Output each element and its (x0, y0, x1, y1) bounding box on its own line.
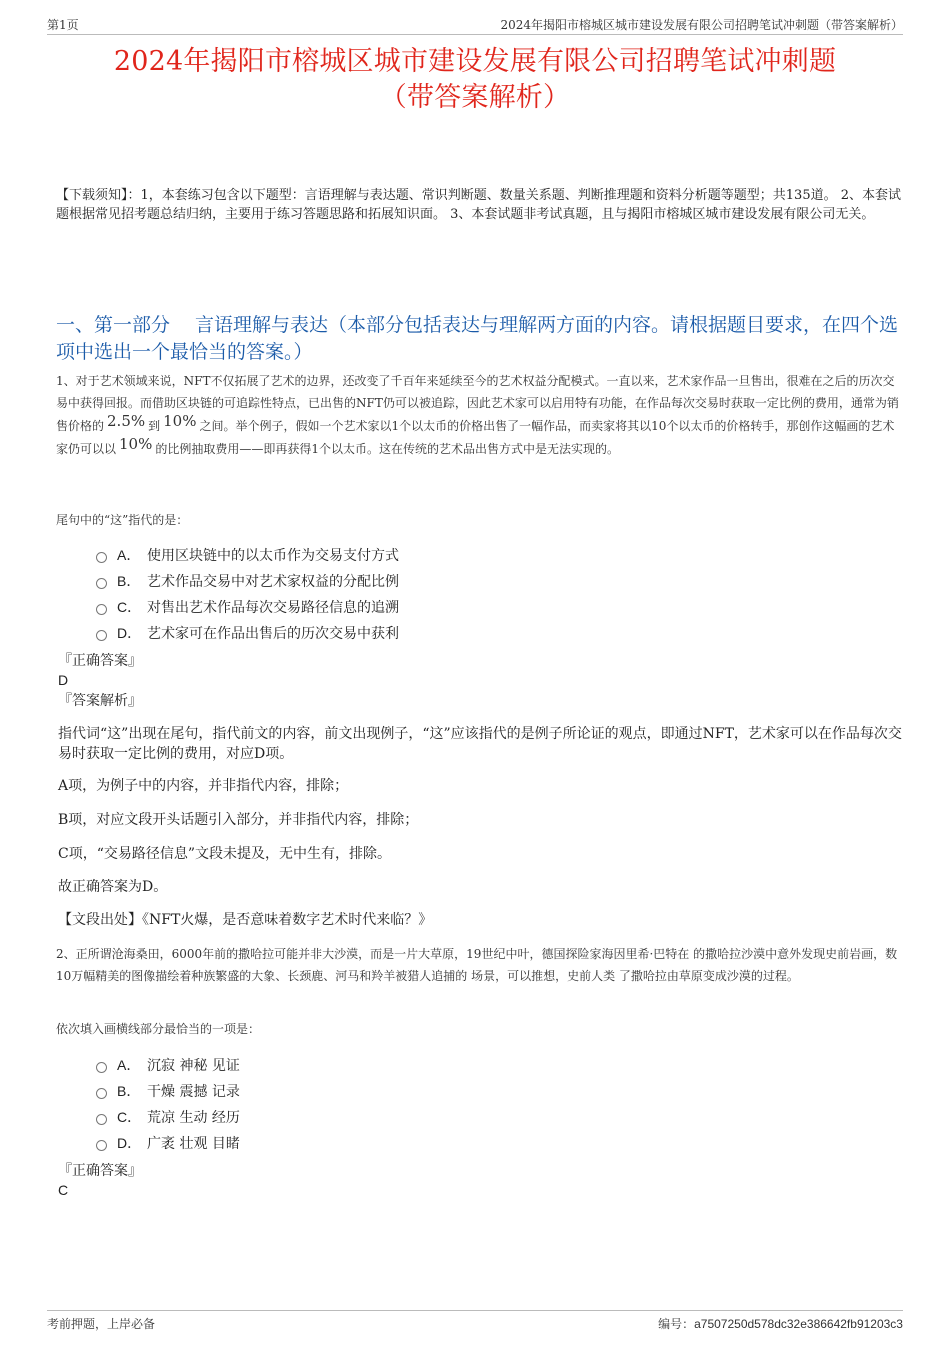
option-text: 使用区块链中的以太币作为交易支付方式 (147, 548, 399, 564)
question-2-options (96, 1052, 696, 1156)
option-text: 荒凉 生动 经历 (147, 1110, 240, 1126)
q1-analysis-para-3: B项，对应文段开头话题引入部分，并非指代内容，排除； (58, 812, 419, 828)
radio-icon[interactable] (96, 552, 107, 563)
question-2-text: 2、正所谓沧海桑田，6000年前的撒哈拉可能并非大沙漠，而是一片大草原，19世纪中叶，德国探险家海因里希·巴特在 的撒哈拉沙漠中意外发现史前岩画，数10万幅精美的图像描绘着种族繁盛的大象、长颈鹿、河马和羚羊被猎人追捕的 场景，可以推想，史前人类 了撒哈拉由草原变成沙漠的过程。 (56, 947, 898, 983)
title-line-1: 2024年揭阳市榕城区城市建设发展有限公司招聘笔试冲刺题 (113, 46, 837, 77)
header-doc-title: 2024年揭阳市榕城区城市建设发展有限公司招聘笔试冲刺题（带答案解析） (500, 18, 903, 32)
option-text: 艺术作品交易中对艺术家权益的分配比例 (147, 574, 399, 590)
footer-slogan: 考前押题，上岸必备 (47, 1317, 156, 1331)
q1-analysis-para-2: A项，为例子中的内容，并非指代内容，排除； (58, 778, 349, 794)
q1-option-c[interactable] (96, 594, 696, 620)
q2-option-a[interactable] (96, 1052, 696, 1078)
page-footer (47, 1310, 903, 1331)
q1-analysis-para-1: 指代词“这”出现在尾句，指代前文的内容，前文出现例子，“这”应该指代的是例子所论证的观点，即通过NFT，艺术家可以在作品每次交易时获取一定比例的费用，对应D项。 (58, 726, 902, 762)
radio-icon[interactable] (96, 1140, 107, 1151)
q1-text-part-a: 1、对于艺术领域来说，NFT不仅拓展了艺术的边界，还改变了千百年来延续至今的艺术权益分配模式。一直以来，艺术家作品一旦售出，很难在之后的历次交易中获得回报。而借助区块链的可追踪性特点，已出售的NFT仍可以被追踪，因此艺术家可以启用特有功能，在作品每次交易时获取一定比例的费用，通常为销售价格的 (56, 374, 899, 433)
option-letter: C． (117, 599, 142, 615)
radio-icon[interactable] (96, 1114, 107, 1125)
question-1-options (96, 542, 696, 646)
radio-icon[interactable] (96, 578, 107, 589)
q1-option-b[interactable] (96, 568, 696, 594)
q1-answer-label: 『正确答案』 (58, 653, 142, 669)
q2-option-d[interactable] (96, 1130, 696, 1156)
q1-pct-mid: 10% (119, 435, 153, 453)
option-letter: B． (117, 1083, 141, 1099)
page-title (47, 44, 903, 116)
q2-option-b[interactable] (96, 1078, 696, 1104)
q1-analysis-para-4: C项，“交易路径信息”文段未提及，无中生有，排除。 (58, 846, 392, 862)
footer-doc-id: 编号：a7507250d578dc32e386642fb91203c3 (658, 1317, 903, 1331)
option-letter: B． (117, 573, 141, 589)
q1-answer: D (58, 672, 69, 688)
page-number: 第1页 (47, 18, 79, 32)
option-text: 对售出艺术作品每次交易路径信息的追溯 (147, 600, 399, 616)
question-2-prompt: 依次填入画横线部分最恰当的一项是： (56, 1022, 261, 1036)
radio-icon[interactable] (96, 1062, 107, 1073)
option-text: 艺术家可在作品出售后的历次交易中获利 (147, 626, 399, 642)
q1-source: 【文段出处】《NFT火爆，是否意味着数字艺术时代来临？》 (58, 912, 433, 928)
q2-option-c[interactable] (96, 1104, 696, 1130)
option-letter: D． (117, 1135, 142, 1151)
q1-text-part-c: 的比例抽取费用——即再获得1个以太币。这在传统的艺术品出售方式中是无法实现的。 (155, 442, 619, 456)
q1-option-d[interactable] (96, 620, 696, 646)
radio-icon[interactable] (96, 630, 107, 641)
q1-text-part-b: 之间。举个例子，假如一个艺术家以1个以太币的价格出售了一幅作品，而卖家将其以10个以太币的价格转手，那创作这幅画的艺术家仍可以以 (56, 419, 895, 456)
option-letter: A． (117, 547, 141, 563)
radio-icon[interactable] (96, 604, 107, 615)
option-text: 沉寂 神秘 见证 (147, 1058, 240, 1074)
option-letter: D． (117, 625, 142, 641)
q1-pct-high: 10% (163, 412, 197, 430)
option-text: 干燥 震撼 记录 (147, 1084, 240, 1100)
title-line-2: （带答案解析） (379, 82, 571, 113)
q2-answer-label: 『正确答案』 (58, 1163, 142, 1179)
question-1-prompt: 尾句中的“这”指代的是： (56, 513, 189, 527)
option-letter: C． (117, 1109, 142, 1125)
q1-pct-low: 2.5% (107, 412, 146, 430)
option-text: 广袤 壮观 目睹 (147, 1136, 240, 1152)
q1-analysis-para-5: 故正确答案为D。 (58, 879, 168, 895)
download-notice: 【下载须知】：1，本套练习包含以下题型：言语理解与表达题、常识判断题、数量关系题、判断推理题和资料分析题等题型；共135道。 2、本套试题根据常见招考题总结归纳，主要用于练习答题思路和拓展知识面。 3、本套试题非考试真题，且与揭阳市榕城区城市建设发展有限公司无关。 (56, 188, 901, 222)
radio-icon[interactable] (96, 1088, 107, 1099)
question-1-text (56, 370, 902, 460)
q2-answer: C (58, 1182, 69, 1198)
option-letter: A． (117, 1057, 141, 1073)
section-heading: 一、第一部分 言语理解与表达（本部分包括表达与理解两方面的内容。请根据题目要求，在四个选项中选出一个最恰当的答案。） (56, 314, 899, 363)
q1-to: 到 (148, 419, 161, 433)
q1-option-a[interactable] (96, 542, 696, 568)
page-header (47, 14, 903, 35)
q1-analysis-label: 『答案解析』 (58, 693, 142, 709)
